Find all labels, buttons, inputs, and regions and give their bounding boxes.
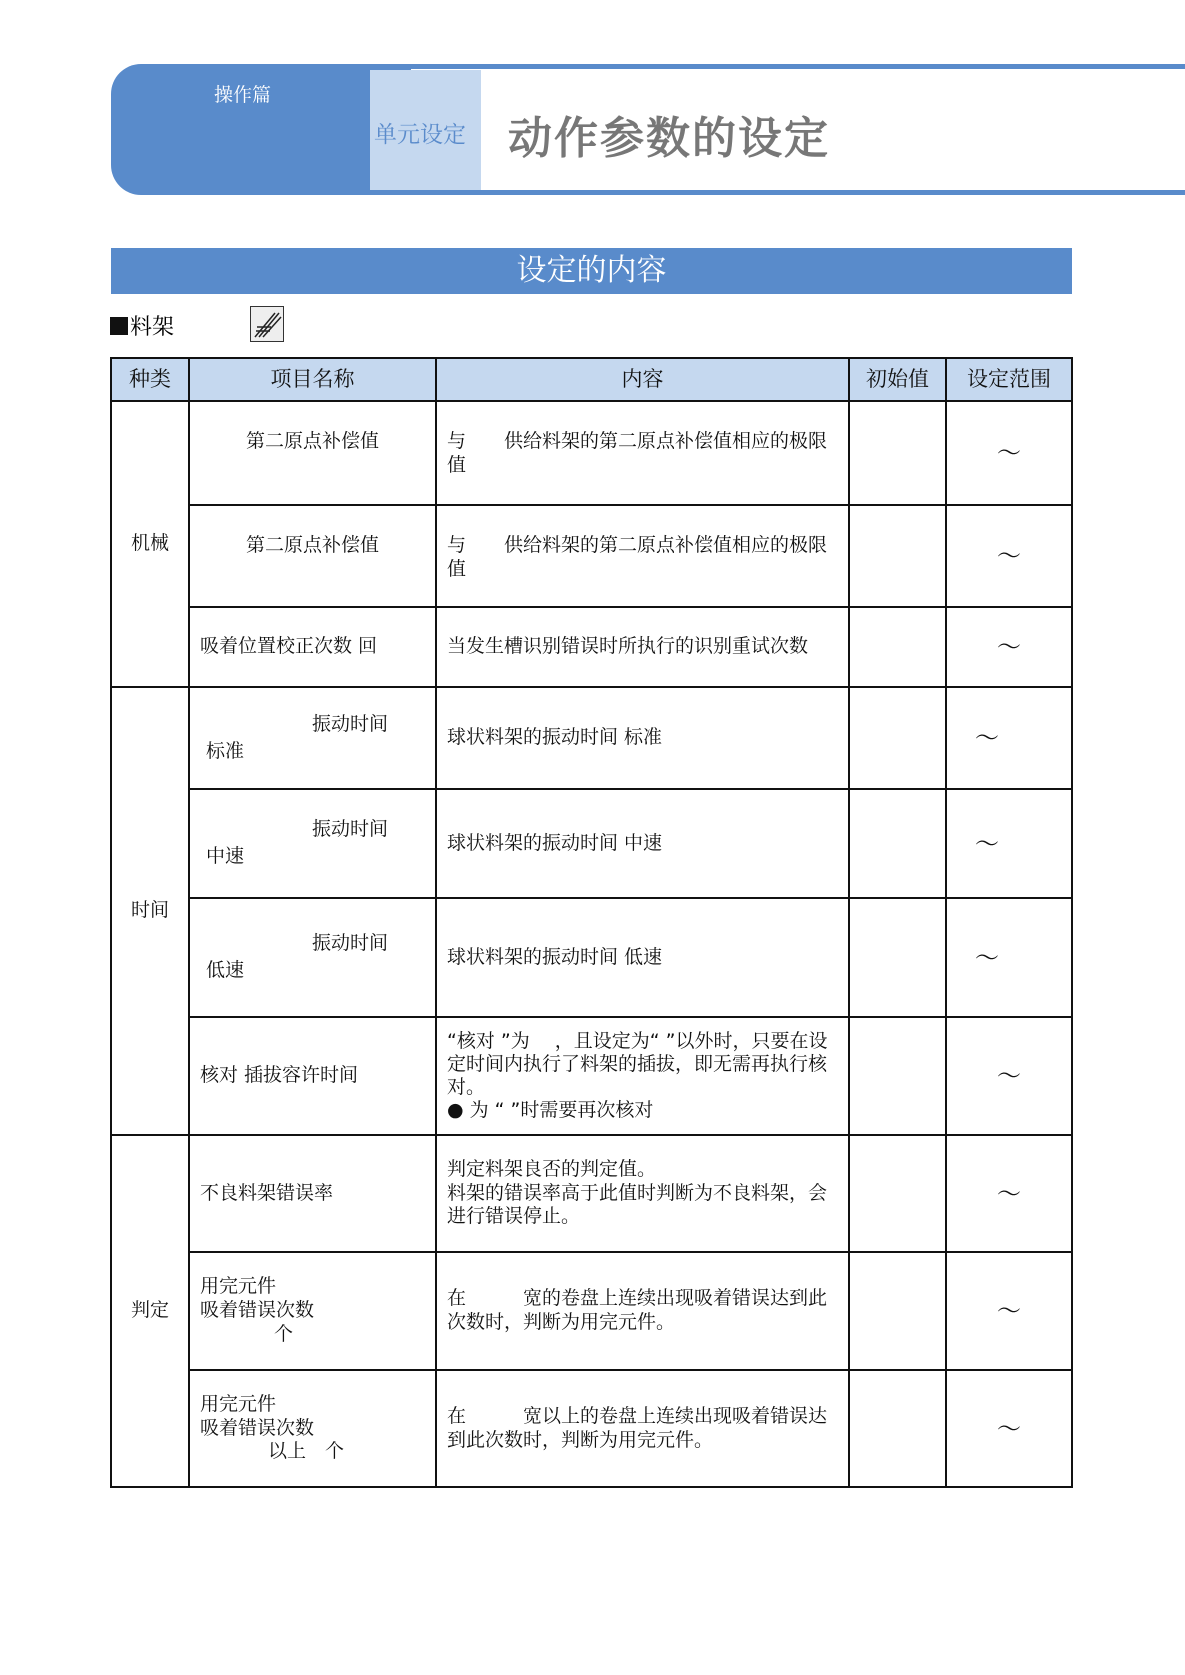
feeder-heading [110, 310, 174, 341]
item-content: 当发生槽识别错误时所执行的识别重试次数 [436, 607, 849, 687]
item-content-line: 判定料架良否的判定值。 [447, 1157, 657, 1180]
table-row [111, 687, 1072, 789]
item-name: 不良料架错误率 [189, 1135, 436, 1252]
item-content: 在 宽以上的卷盘上连续出现吸着错误达到此次数时，判断为用完元件。 [436, 1370, 849, 1487]
initial-value [849, 789, 946, 898]
item-range: ～ [946, 1135, 1072, 1252]
table-row [111, 1252, 1072, 1370]
item-range: ～ [946, 401, 1072, 505]
item-name-line: 标准 [206, 739, 245, 762]
group-mechanical: 机械 [111, 401, 189, 687]
item-content: 球状料架的振动时间 低速 [436, 898, 849, 1017]
item-range: ～ [946, 789, 1072, 898]
header-top-rule [370, 64, 1185, 69]
item-name [189, 687, 436, 789]
item-content-line: “核对 ”为 ，且设定为“ ”以外时，只要在设定时间内执行了料架的插拔，即无需再执行核对。 [447, 1030, 828, 1098]
item-name: 核对 插拔容许时间 [189, 1017, 436, 1135]
group-judgement: 判定 [111, 1135, 189, 1487]
item-name: 吸着位置校正次数 回 [189, 607, 436, 687]
header-category: 操作篇 [214, 84, 272, 106]
item-content: 球状料架的振动时间 标准 [436, 687, 849, 789]
initial-value [849, 1017, 946, 1135]
initial-value [849, 607, 946, 687]
table-row [111, 505, 1072, 607]
header-unit: 单元设定 [374, 122, 466, 148]
col-header-type: 种类 [111, 358, 189, 401]
item-range: ～ [946, 607, 1072, 687]
table-row [111, 607, 1072, 687]
col-header-item: 项目名称 [189, 358, 436, 401]
table-row [111, 1135, 1072, 1252]
table-row [111, 1370, 1072, 1487]
page-title: 动作参数的设定 [508, 113, 830, 164]
table-header-row [111, 358, 1072, 401]
section-title: 设定的内容 [111, 248, 1072, 294]
item-range: ～ [946, 1370, 1072, 1487]
item-range: ～ [946, 505, 1072, 607]
item-name-line: 以上 个 [268, 1440, 345, 1463]
item-name: 第二原点补偿值 [189, 401, 436, 505]
item-name [189, 1370, 436, 1487]
feeder-icon [250, 306, 284, 342]
item-name-line: 个 [274, 1322, 294, 1345]
table-row [111, 789, 1072, 898]
item-range: ～ [946, 687, 1072, 789]
settings-table [110, 357, 1073, 1488]
item-content-line: ● 为 “ ”时需要再次核对 [447, 1098, 654, 1121]
item-name-line: 用完元件 [200, 1392, 277, 1415]
col-header-range: 设定范围 [946, 358, 1072, 401]
item-content: 球状料架的振动时间 中速 [436, 789, 849, 898]
item-name-line: 吸着错误次数 [200, 1416, 315, 1439]
initial-value [849, 1252, 946, 1370]
item-name [189, 1252, 436, 1370]
header-bottom-rule [370, 190, 1185, 195]
item-name [189, 898, 436, 1017]
item-name-line: 中速 [206, 845, 245, 867]
item-content: 与 供给料架的第二原点补偿值相应的极限值 [436, 505, 849, 607]
square-bullet-icon [110, 317, 128, 335]
item-name-line: 用完元件 [200, 1275, 277, 1298]
item-name-line: 振动时间 [312, 712, 389, 735]
initial-value [849, 1135, 946, 1252]
initial-value [849, 505, 946, 607]
item-name-line: 吸着错误次数 [200, 1299, 315, 1322]
item-name-line: 振动时间 [312, 932, 389, 955]
initial-value [849, 898, 946, 1017]
item-content [436, 1135, 849, 1252]
item-range: ～ [946, 1252, 1072, 1370]
table-row [111, 1017, 1072, 1135]
item-name-line: 低速 [206, 959, 245, 981]
item-name: 第二原点补偿值 [189, 505, 436, 607]
group-time: 时间 [111, 687, 189, 1135]
item-content-line: 料架的错误率高于此值时判断为不良料架，会进行错误停止。 [447, 1181, 828, 1228]
initial-value [849, 1370, 946, 1487]
feeder-label: 料架 [130, 315, 175, 340]
table-row [111, 401, 1072, 505]
col-header-content: 内容 [436, 358, 849, 401]
item-range: ～ [946, 898, 1072, 1017]
item-range: ～ [946, 1017, 1072, 1135]
item-content: 在 宽的卷盘上连续出现吸着错误达到此次数时，判断为用完元件。 [436, 1252, 849, 1370]
item-name-line: 振动时间 [312, 818, 389, 841]
item-content: 与 供给料架的第二原点补偿值相应的极限值 [436, 401, 849, 505]
initial-value [849, 687, 946, 789]
table-row [111, 898, 1072, 1017]
item-name [189, 789, 436, 898]
col-header-initial: 初始值 [849, 358, 946, 401]
initial-value [849, 401, 946, 505]
item-content [436, 1017, 849, 1135]
